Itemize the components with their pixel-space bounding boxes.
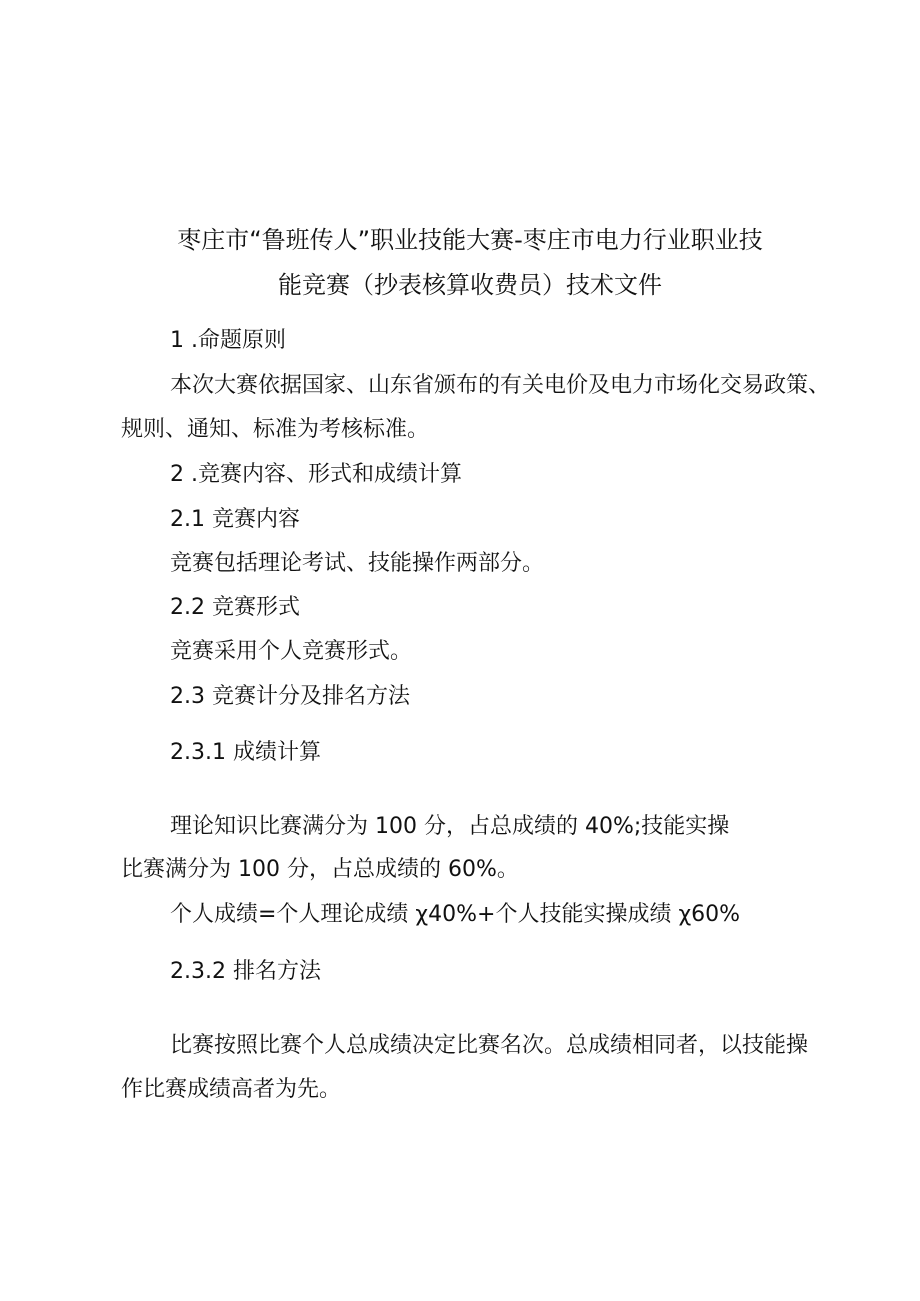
document-title-line-1: 枣庄市“鲁班传人”职业技能大赛-枣庄市电力行业职业技 — [177, 226, 763, 254]
section-2-2-text: 竞赛采用个人竞赛形式。 — [170, 639, 413, 664]
section-2-heading: 2 .竞赛内容、形式和成绩计算 — [170, 462, 462, 487]
section-2-3-2-paragraph-line-2: 作比赛成绩高者为先。 — [121, 1077, 342, 1102]
section-2-3-2-heading: 2.3.2 排名方法 — [170, 959, 321, 984]
section-1-heading: 1 .命题原则 — [170, 328, 286, 353]
section-2-3-1-heading: 2.3.1 成绩计算 — [170, 740, 321, 765]
section-2-3-1-paragraph-line-2: 比赛满分为 100 分，占总成绩的 60%。 — [121, 857, 519, 882]
section-2-2-heading: 2.2 竞赛形式 — [170, 595, 300, 620]
section-1-paragraph-line-2: 规则、通知、标准为考核标准。 — [121, 417, 430, 442]
section-2-1-text: 竞赛包括理论考试、技能操作两部分。 — [170, 551, 545, 576]
document-title-line-2: 能竞赛（抄表核算收费员）技术文件 — [278, 271, 662, 299]
score-formula: 个人成绩=个人理论成绩 χ40%+个人技能实操成绩 χ60% — [170, 902, 741, 927]
section-2-3-heading: 2.3 竞赛计分及排名方法 — [170, 684, 410, 709]
section-2-3-1-paragraph-line-1: 理论知识比赛满分为 100 分，占总成绩的 40%;技能实操 — [170, 814, 730, 839]
section-1-paragraph-line-1: 本次大赛依据国家、山东省颁布的有关电价及电力市场化交易政策、 — [170, 373, 831, 398]
section-2-3-2-paragraph-line-1: 比赛按照比赛个人总成绩决定比赛名次。总成绩相同者，以技能操 — [170, 1033, 809, 1058]
section-2-1-heading: 2.1 竞赛内容 — [170, 507, 300, 532]
